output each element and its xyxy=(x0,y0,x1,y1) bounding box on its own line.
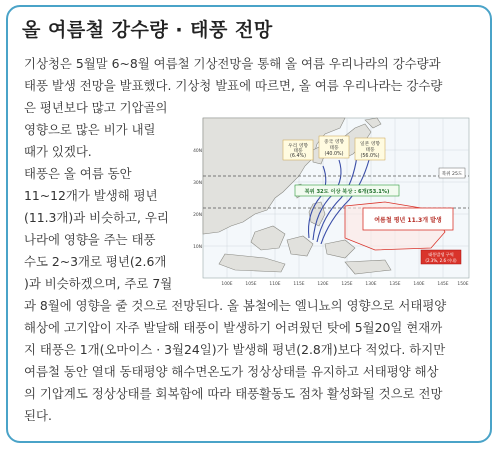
body-line: 때가 있겠다. xyxy=(24,144,92,159)
lat-tick: 40N xyxy=(193,149,202,154)
lon-tick: 100E xyxy=(221,282,233,287)
callout-east-line1: 일본 영향 xyxy=(359,142,381,147)
callout-center-line2: 태풍 xyxy=(329,146,339,151)
body-line: 기상청은 5월말 6~8월 여름철 기상전망을 통해 올 여름 우리나라의 강수량과 xyxy=(24,56,441,71)
body-line: 영향으로 많은 비가 내릴 xyxy=(24,122,156,137)
typhoon-track-map xyxy=(195,114,473,292)
lon-tick: 125E xyxy=(341,282,353,287)
lat-tick: 10N xyxy=(193,245,202,250)
seasonal-count-text: 여름철 평년 11.3개 발생 xyxy=(374,217,442,224)
generation-zone-line2: (2.3%, 2.6 이내) xyxy=(425,258,457,263)
lon-tick: 140E xyxy=(413,282,425,287)
lon-tick: 120E xyxy=(317,282,329,287)
callout-west-line2: 태풍 xyxy=(293,149,303,154)
body-line: 은 평년보다 많고 기압골의 xyxy=(24,100,168,115)
generation-zone-line1: 태풍발생 구역 xyxy=(428,252,454,257)
generation-zone-box xyxy=(421,250,461,264)
body-line: (11.3개)과 비슷하고, 우리 xyxy=(24,210,169,225)
map-svg xyxy=(195,114,473,292)
seasonal-count-box xyxy=(363,208,453,230)
body-line: )과 비슷하겠으며, 주로 7월 xyxy=(24,276,173,291)
body-line: 의 기압계도 정상상태를 회복함에 따라 태풍활동도 점차 활성화될 것으로 전망 xyxy=(24,386,443,401)
body-line: 지 태풍은 1개(오마이스 · 3월24일)가 발생해 평년(2.8개)보다 적었다. 하지만 xyxy=(24,342,446,357)
lon-tick: 110E xyxy=(269,282,281,287)
lon-tick: 105E xyxy=(245,282,257,287)
body-line: 11~12개가 발생해 평년 xyxy=(24,188,158,203)
body-line: 수도 2~3개로 평년(2.6개 xyxy=(24,254,167,269)
callout-east-line3: (56.0%) xyxy=(360,154,380,159)
body-line: 된다. xyxy=(24,408,52,423)
body-line: 태풍 발생 전망을 발표했다. 기상청 발표에 따르면, 올 여름 우리나라는 강수량 xyxy=(24,78,443,93)
callout-center-line1: 중국 영향 xyxy=(323,140,345,145)
callout-west xyxy=(283,140,313,160)
callout-east xyxy=(355,138,385,160)
lon-tick-labels xyxy=(221,281,468,287)
body-line: 해상에 고기압이 자주 발달해 태풍이 발생하기 어려웠던 탓에 5월20일 현재까 xyxy=(24,320,443,335)
latitude-label: 북위 25도 xyxy=(441,172,463,177)
callout-west-line3: (6.4%) xyxy=(290,154,306,159)
body-line: 과 8월에 영향을 줄 것으로 전망된다. 올 봄철에는 엘니뇨의 영향으로 서태평양 xyxy=(24,298,447,313)
lon-tick: 135E xyxy=(389,282,401,287)
body-line: 태풍은 올 여름 동안 xyxy=(24,166,132,181)
lon-tick: 150E xyxy=(457,282,469,287)
lat-tick: 20N xyxy=(193,213,202,218)
body-line: 나라에 영향을 주는 태풍 xyxy=(24,232,156,247)
callout-west-line1: 우리 영향 xyxy=(287,144,309,149)
callout-east-line2: 태풍 xyxy=(365,148,375,153)
lon-tick: 130E xyxy=(365,282,377,287)
callout-center-line3: (40.0%) xyxy=(324,152,344,157)
latitude-label-box xyxy=(439,168,465,178)
northward-band-text: 북위 32도 이상 북상 : 6개(53.1%) xyxy=(304,189,390,195)
body-line: 여름철 동안 열대 동태평양 해수면온도가 정상상태를 유지하고 서태평양 해상 xyxy=(24,364,439,379)
northward-band xyxy=(295,185,399,196)
lat-tick-labels xyxy=(193,148,202,250)
article-title: 올 여름철 강수량 · 태풍 전망 xyxy=(22,19,273,41)
callout-center xyxy=(319,136,349,158)
lon-tick: 115E xyxy=(293,282,305,287)
lat-tick: 30N xyxy=(193,181,202,186)
lon-tick: 145E xyxy=(437,282,449,287)
